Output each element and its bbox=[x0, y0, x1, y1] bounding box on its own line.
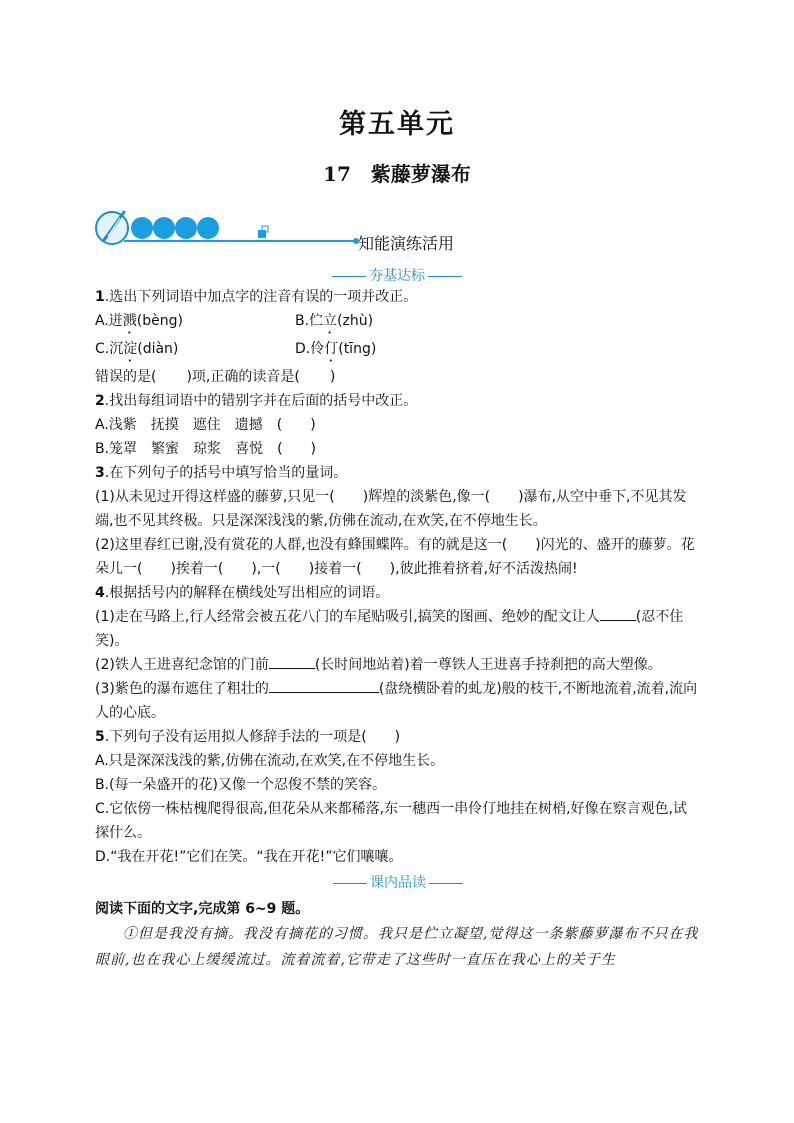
reading-passage: ①但是我没有摘。我没有摘花的习惯。我只是伫立凝望,觉得这一条紫藤萝瀑布不只在我眼前,也在我心上缓缓流过。流着流着,它带走了这些时一直压在我心上的关于生 bbox=[95, 926, 699, 968]
question-1-options-ab bbox=[95, 309, 701, 337]
question-1-stem: 1.选出下列词语中加点字的注音有误的一项并改正。 bbox=[95, 289, 418, 305]
reading-instruction: 阅读下面的文字,完成第 6~9 题。 bbox=[95, 901, 310, 917]
question-4-stem: 4.根据括号内的解释在横线处写出相应的词语。 bbox=[95, 585, 390, 601]
question-1-answer-line: 错误的是( )项,正确的读音是( ) bbox=[95, 369, 336, 385]
answer-blank[interactable] bbox=[269, 654, 315, 669]
lesson-title bbox=[0, 158, 794, 187]
question-4-item-3: (3)紫色的瀑布遮住了粗壮的 (盘绕横卧着的虬龙)般的枝干,不断地流着,流着,流向人的心底。 bbox=[95, 677, 701, 725]
question-3-sentence-2: (2)这里春红已谢,没有赏花的人群,也没有蜂围蝶阵。有的就是这一( )闪光的、盛开的藤萝。花朵儿一( )挨着一( ),一( )接着一( ),彼此推着挤着,好不活泼热闹! bbox=[95, 537, 695, 577]
question-4-item-1: (1)走在马路上,行人经常会被五花八门的车尾贴吸引,搞笑的图画、绝妙的配文让人 (忍不住笑)。 bbox=[95, 605, 701, 653]
question-2-stem: 2.找出每组词语中的错别字并在后面的括号中改正。 bbox=[95, 393, 418, 409]
question-3-sentence-1: (1)从未见过开得这样盛的藤萝,只见一( )辉煌的淡紫色,像一( )瀑布,从空中垂下,不见其发端,也不见其终极。只是深深浅浅的紫,仿佛在流动,在欢笑,在不停地生长。 bbox=[95, 489, 687, 529]
lesson-number: 17 bbox=[323, 162, 351, 186]
dot-icon bbox=[131, 217, 153, 239]
answer-blank[interactable] bbox=[269, 678, 379, 693]
section-heading-basic: 夯基达标 bbox=[0, 265, 794, 285]
dot-icon bbox=[175, 217, 197, 239]
question-2-row-b: B.笼罩 繁蜜 琼浆 喜悦 ( ) bbox=[95, 441, 316, 457]
section-heading-reading: 课内品读 bbox=[95, 871, 701, 895]
option-a: A.迸溅(bèng) bbox=[95, 313, 183, 329]
question-5-option-a: A.只是深深浅浅的紫,仿佛在流动,在欢笑,在不停地生长。 bbox=[95, 753, 445, 769]
question-5-stem: 5.下列句子没有运用拟人修辞手法的一项是( ) bbox=[95, 729, 401, 745]
banner-label: 知能演练活用 bbox=[358, 234, 455, 253]
question-5-option-b: B.(每一朵盛开的花)又像一个忍俊不禁的笑容。 bbox=[95, 777, 386, 793]
option-c: C.沉淀(diàn) bbox=[95, 341, 179, 357]
option-d: D.伶仃(tīng) bbox=[295, 341, 377, 357]
question-area bbox=[95, 285, 701, 973]
question-1-options-cd bbox=[95, 337, 701, 365]
question-4-item-2: (2)铁人王进喜纪念馆的门前 (长时间地站着)着一尊铁人王进喜手持刹把的高大塑像。 bbox=[95, 653, 701, 677]
question-3-stem: 3.在下列句子的括号中填写恰当的量词。 bbox=[95, 465, 348, 481]
unit-title: 第五单元 bbox=[339, 109, 455, 140]
question-5-option-c: C.它依傍一株枯槐爬得很高,但花朵从来都稀落,东一穗西一串伶仃地挂在树梢,好像在察言观色,试探什么。 bbox=[95, 801, 688, 841]
dot-icon bbox=[153, 217, 175, 239]
dot-icon bbox=[197, 217, 219, 239]
answer-blank[interactable] bbox=[600, 606, 636, 621]
question-5-option-d: D.“我在开花!”它们在笑。“我在开花!”它们嚷嚷。 bbox=[95, 849, 403, 865]
option-b: B.伫立(zhù) bbox=[295, 313, 374, 329]
question-2-row-a: A.浅紫 抚摸 遮住 遗撼 ( ) bbox=[95, 417, 316, 433]
lesson-name: 紫藤萝瀑布 bbox=[370, 162, 471, 186]
